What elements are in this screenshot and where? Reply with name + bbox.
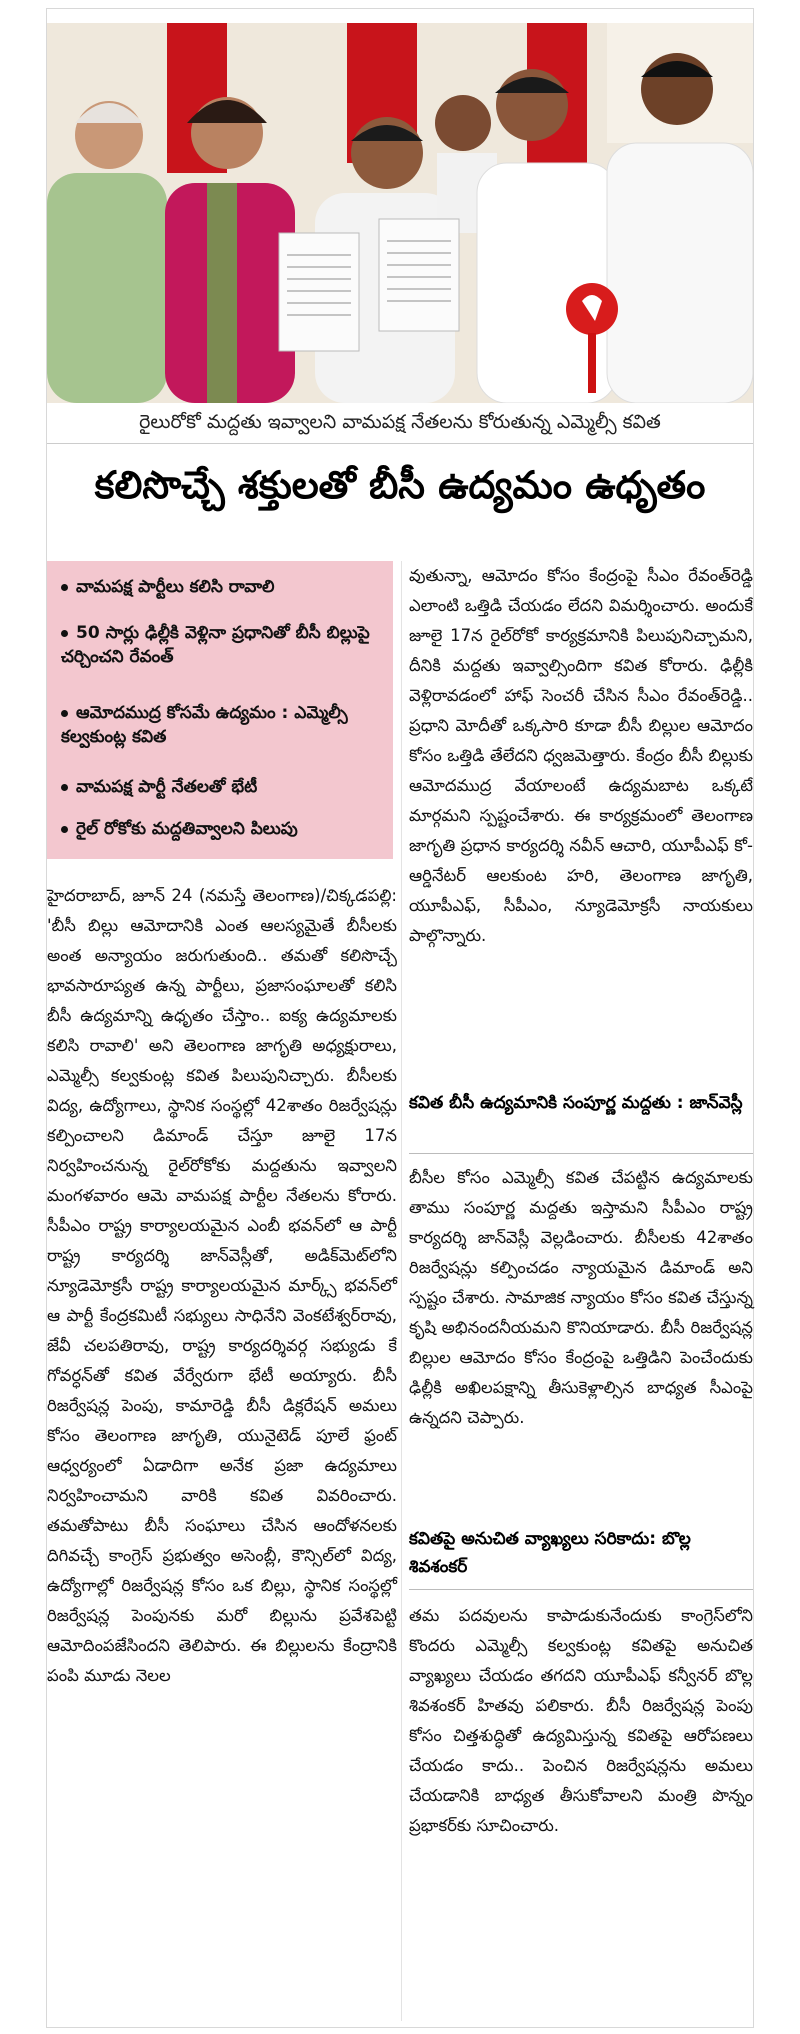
bullet-icon: [61, 826, 68, 833]
highlight-item: ఆమోదముద్ర కోసమే ఉద్యమం : ఎమ్మెల్సీ కల్వకుంట్ల కవిత: [61, 703, 348, 747]
photo-caption: రైలురోకో మద్దతు ఇవ్వాలని వామపక్ష నేతలను కోరుతున్న ఎమ్మెల్సీ కవిత: [139, 411, 661, 433]
paragraph: వుతున్నా, ఆమోదం కోసం కేంద్రంపై సీఎం రేవంత్‌రెడ్డి ఎలాంటి ఒత్తిడి చేయడం లేదని విమర్శించారు. అందుకే జూలై 17న రైల్‌రోకో కార్యక్రమానికి పిలుపునిచ్చామని, దీనికి మద్దతు ఇవ్వాల్సిందిగా కవిత కోరారు. ఢిల్లీకి వెళ్లిరావడంలో హాఫ్ సెంచరీ చేసిన సీఎం రేవంత్‌రెడ్డి.. ప్రధాని మోదీతో ఒక్కసారి కూడా బీసీ బిల్లుల ఆమోదం కోసం ఒత్తిడి తేలేదని ధ్వజమెత్తారు. కేంద్రం బీసీ బిల్లుకు ఆమోదముద్ర వేయాలంటే ఉద్యమబాట ఒక్కటే మార్గమని స్పష్టంచేశారు. ఈ కార్యక్రమంలో తెలంగాణ జాగృతి ప్రధాన కార్యదర్శి నవీన్ ఆచారి, యూపీఎఫ్ కో-ఆర్డినేటర్ ఆలకుంట హరి, తెలంగాణ జాగృతి, యూపీఎఫ్, సీపీఎం, న్యూడెమోక్రసీ నాయకులు పాల్గొన్నారు.: [409, 566, 753, 945]
bullet-icon: [61, 784, 68, 791]
article-section-2: [409, 1163, 753, 1433]
subheading-divider: [409, 1153, 753, 1154]
bullet-icon: [61, 584, 68, 591]
highlight-item: వామపక్ష పార్టీ నేతలతో భేటీ: [61, 775, 385, 799]
bullet-icon: [61, 630, 68, 637]
article-body-right: [409, 561, 753, 951]
article-body-left: [47, 881, 397, 1691]
highlight-item: రైల్ రోకోకు మద్దతివ్వాలని పిలుపు: [61, 817, 385, 841]
column-divider: [401, 561, 402, 2021]
paragraph: తమ పదవులను కాపాడుకునేందుకు కాంగ్రెస్‌లోని కొందరు ఎమ్మెల్సీ కల్వకుంట్ల కవితపై అనుచిత వ్యాఖ్యలు చేయడం తగదని యూపీఎఫ్ కన్వీనర్ బొల్ల శివశంకర్ హితవు పలికారు. బీసీ రిజర్వేషన్ల పెంపు కోసం చిత్తశుద్ధితో ఉద్యమిస్తున్న కవితపై ఆరోపణలు చేయడం కాదు.. పెంచిన రిజర్వేషన్లను అమలు చేయడానికి బాధ్యత తీసుకోవాలని మంత్రి పొన్నం ప్రభాకర్‌కు సూచించారు.: [409, 1606, 753, 1835]
highlight-item: 50 సార్లు ఢిల్లీకి వెళ్లినా ప్రధానితో బీసీ బిల్లుపై చర్చించని రేవంత్: [61, 623, 370, 667]
highlights-box: [47, 561, 393, 859]
newspaper-clipping: [46, 8, 754, 2028]
headline: కలిసొచ్చే శక్తులతో బీసీ ఉద్యమం ఉధృతం: [94, 463, 706, 507]
article-section-3: [409, 1601, 753, 1841]
news-photo: [47, 23, 753, 403]
paragraph: బీసీల కోసం ఎమ్మెల్సీ కవిత చేపట్టిన ఉద్యమాలకు తాము సంపూర్ణ మద్దతు ఇస్తామని సీపీఎం రాష్ట్ర కార్యదర్శి జాన్‌వెస్లీ వెల్లడించారు. బీసీలకు 42శాతం రిజర్వేషన్లు కల్పించడం న్యాయమైన డిమాండ్ అని స్పష్టం చేశారు. సామాజిక న్యాయం కోసం కవిత చేస్తున్న కృషి అభినందనీయమని కొనియాడారు. బీసీ రిజర్వేషన్ల బిల్లుల ఆమోదం కోసం కేంద్రంపై ఒత్తిడిని పెంచేందుకు ఢిల్లీకి అఖిలపక్షాన్ని తీసుకెళ్లాల్సిన బాధ్యత సీఎంపై ఉన్నదని చెప్పారు.: [409, 1168, 753, 1427]
subheading-2: కవితపై అనుచిత వ్యాఖ్యలు సరికాదు: బొల్ల శివశంకర్: [409, 1529, 691, 1577]
caption-divider: [47, 443, 753, 444]
bullet-icon: [61, 710, 68, 717]
subheading-1: కవిత బీసీ ఉద్యమానికి సంపూర్ణ మద్దతు : జాన్‌వెస్లీ: [409, 1093, 743, 1113]
highlight-item: వామపక్ష పార్టీలు కలిసి రావాలి: [61, 575, 385, 599]
subheading-divider: [409, 1589, 753, 1590]
paragraph: హైదరాబాద్, జూన్ 24 (నమస్తే తెలంగాణ)/చిక్కడపల్లి: 'బీసీ బిల్లు ఆమోదానికి ఎంత ఆలస్యమైతే బీసీలకు అంత అన్యాయం జరుగుతుంది.. తమతో కలిసొచ్చే భావసారూప్యత ఉన్న పార్టీలు, ప్రజాసంఘాలతో కలిసి బీసీ ఉద్యమాన్ని ఉధృతం చేస్తాం.. ఐక్య ఉద్యమాలకు కలిసి రావాలి' అని తెలంగాణ జాగృతి అధ్యక్షురాలు, ఎమ్మెల్సీ కల్వకుంట్ల కవిత పిలుపునిచ్చారు. బీసీలకు విద్య, ఉద్యోగాలు, స్థానిక సంస్థల్లో 42శాతం రిజర్వేషన్లు కల్పించాలని డిమాండ్ చేస్తూ జూలై 17న నిర్వహించనున్న రైల్‌రోకోకు మద్దతును ఇవ్వాలని మంగళవారం ఆమె వామపక్ష పార్టీల నేతలను కోరారు. సీపీఎం రాష్ట్ర కార్యాలయమైన ఎంబీ భవన్‌లో ఆ పార్టీ రాష్ట్ర కార్యదర్శి జాన్‌వెస్లీతో, అడిక్‌మెట్‌లోని న్యూడెమోక్రసీ రాష్ట్ర కార్యాలయమైన మార్క్స్ భవన్‌లో ఆ పార్టీ కేంద్రకమిటీ సభ్యులు సాధినేని వెంకటేశ్వర్‌రావు, జేవీ చలపతిరావు, రాష్ట్ర కార్యదర్శివర్గ సభ్యుడు కే గోవర్ధన్‌తో కవిత వేర్వేరుగా భేటీ అయ్యారు. బీసీ రిజర్వేషన్ల పెంపు, కామారెడ్డి బీసీ డిక్లరేషన్ అమలు కోసం తెలంగాణ జాగృతి, యునైటెడ్ పూలే ఫ్రంట్ ఆధ్వర్యంలో ఏడాదిగా అనేక ప్రజా ఉద్యమాలు నిర్వహించామని వారికి కవిత వివరించారు. తమతోపాటు బీసీ సంఘాలు చేసిన ఆందోళనలకు దిగివచ్చే కాంగ్రెస్ ప్రభుత్వం అసెంబ్లీ, కౌన్సిల్‌లో విద్య, ఉద్యోగాల్లో రిజర్వేషన్ల కోసం ఒక బిల్లు, స్థానిక సంస్థల్లో రిజర్వేషన్ల పెంపునకు మరో బిల్లును ప్రవేశపెట్టి ఆమోదింపజేసిందని తెలిపారు. ఈ బిల్లులను కేంద్రానికి పంపి మూడు నెలల: [47, 886, 397, 1685]
photo-illustration: [47, 23, 753, 403]
